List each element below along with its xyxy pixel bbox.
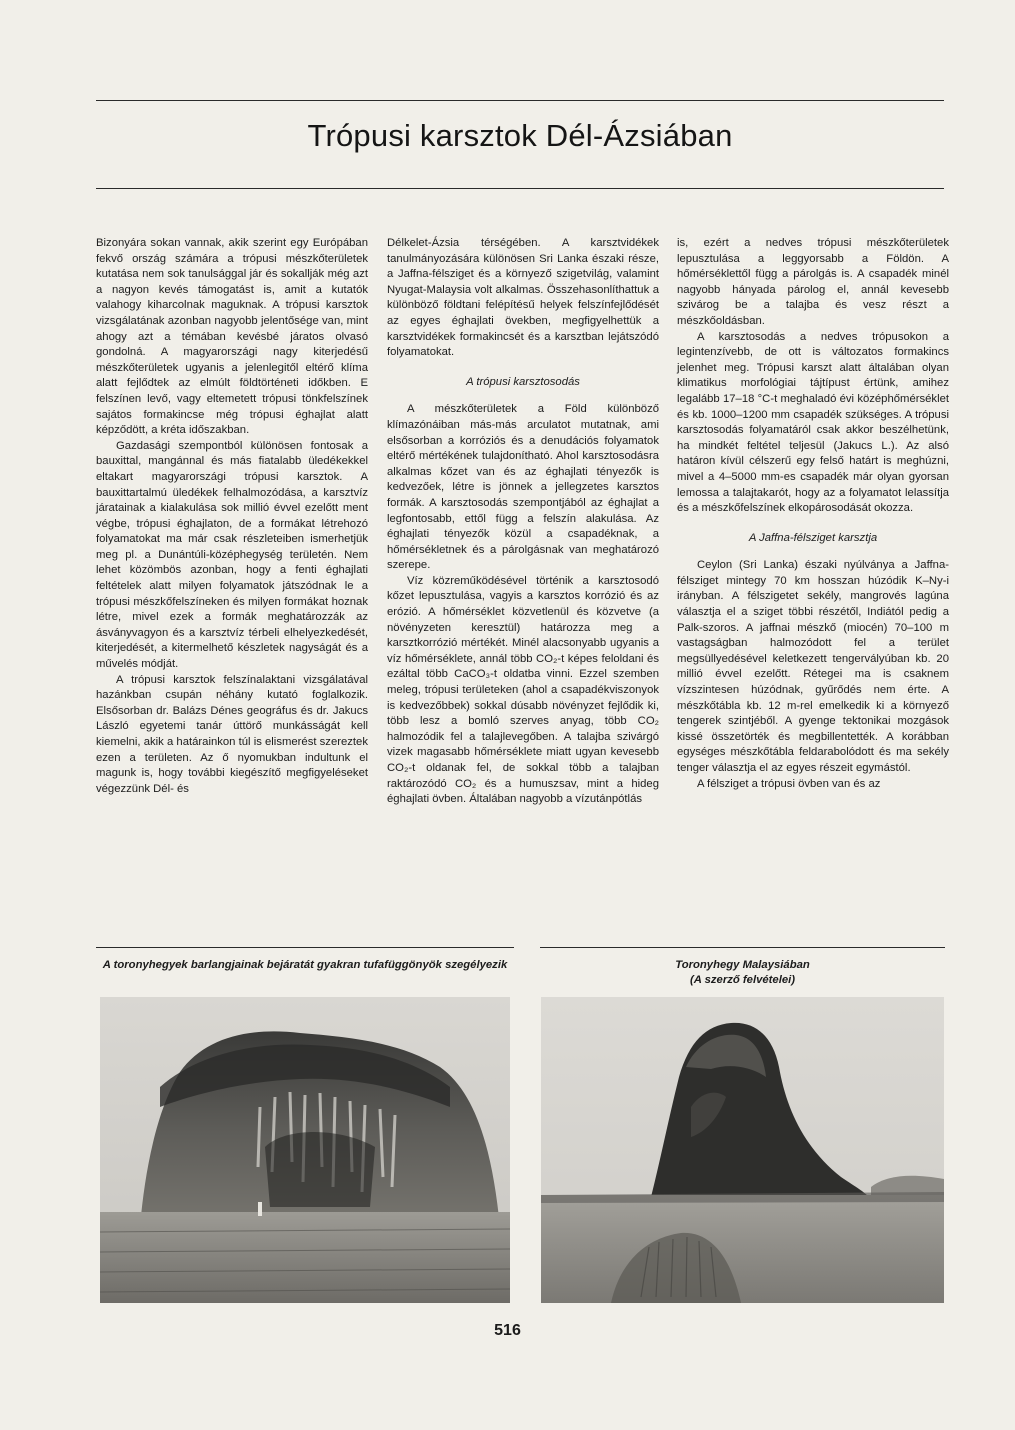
karst-cave-image [100, 997, 510, 1303]
article-title: Trópusi karsztok Dél-Ázsiában [307, 118, 733, 153]
tower-hill-image [541, 997, 944, 1303]
paragraph: A mészkőterületek a Föld különböző klímazónáiban más-más arculatot mutatnak, ami elsősorban a korróziós és a denudációs folyamatok eltérő mértékének tulajdonítható. Ahol karsztosodásra alkalmas kőzet van és az éghajlati tényezők is kedvezőek, létre is jönnek a jellegzetes karsztos formák. A karsztosodás szempontjából az éghajlat a legfontosabb, ettől függ a felszín alakulása. Az éghajlati tényezők közül a csapadéknak, a hőmérsékletnek és a párolgásnak van meghatározó szerepe. [387, 403, 659, 572]
figure-caption-2 [540, 958, 945, 988]
paragraph: A trópusi karsztok felszínalaktani vizsgálatával hazánkban csupán néhány kutató foglalkozik. Elsősorban dr. Balázs Dénes geográfus és dr. Jakucs László egyetemi tanár úttörő munkásságát kell kiemelni, akik a határainkon túl is elismerést szereztek ezen a területen. Az ő nyomukban indultunk el magunk is, hogy további kiegészítő megfigyeléseket végezzünk Dél- és [96, 673, 368, 795]
text-column-1 [96, 236, 368, 797]
caption-line: Toronyhegy Malaysiában [675, 959, 810, 971]
top-rule [96, 100, 944, 101]
paragraph: is, ezért a nedves trópusi mészkőterületek lepusztulása a leggyorsabb a Földön. A hőmérséklettől függ a párolgás is. A csapadék minél nagyobb hányada párolog el, annál kevesebb szivárog be a talajba és vesz részt a mészkőoldásban. [677, 237, 949, 327]
paragraph: Víz közreműködésével történik a karsztosodó kőzet lepusztulása, vagyis a karsztos korrózió és az erózió. A hőmérséklet közvetlenül és közvetve (a növényzeten keresztül) határozza meg a karsztkorrózió mértékét. Minél alacsonyabb ugyanis a víz hőmérséklete, annál több CO₂-t képes feloldani és ezáltal több CaCO₃-t oldatba vinni. Ezzel szemben meleg, trópusi területeken (ahol a csapadékviszonyok is kedvezőbbek) sokkal dúsabb növényzet fejlődik ki, több lesz a bomló szerves anyag, több CO₂ halmozódik fel a talajlevegőben. A talajba szivárgó vizek magasabb hőmérséklete miatt ugyan kevesebb CO₂-t oldanak fel, de sokkal több a talajban raktározódó CO₂ és a humuszsav, mint a hideg éghajlati övben. Általában nagyobb a vízutánpótlás [387, 574, 659, 806]
karst-cave-photo [100, 997, 510, 1303]
caption-rule-right [540, 947, 945, 948]
paragraph: A félsziget a trópusi övben van és az [697, 777, 881, 790]
paragraph: Gazdasági szempontból különösen fontosak a bauxittal, mangánnal és más fiatalabb üledékekkel eltakart magyarországi trópusi karsztok. A bauxittartalmú üledékek felhalmozódása, a karsztvíz járatainak a kialakulása sok millió évvel ezelőtt ment végbe, trópusi éghajlaton, de a formákat létrehozó folyamatokat ma már csak részleteiben ismerhetjük meg pl. a Dunántúli-középhegység területén. Nem lehet közömbös azonban, hogy a fenti éghajlati feltételek alatt milyen folyamatok játszódnak le a trópusi mészkőfelszíneken és milyen formákat hoznak létre, mivel ezek a formák meghatározzák az ásványvagyon és a karsztvíz térbeli elhelyezkedését, kiterjedését, a kitermelhető készletek nagyságát és a művelés módját. [96, 439, 368, 671]
text-column-2 [387, 236, 659, 808]
text-column-3 [677, 236, 949, 792]
section-heading: A trópusi karsztosodás [466, 375, 580, 388]
figure-caption-1: A toronyhegyek barlangjainak bejáratát gyakran tufafüggönyök szegélyezik [102, 959, 508, 971]
caption-line: (A szerző felvételei) [689, 974, 796, 986]
page-number: 516 [494, 1322, 521, 1339]
title-rule [96, 188, 944, 189]
paragraph: A karsztosodás a nedves trópusokon a legintenzívebb, de ott is változatos formakincs jelenhet meg. Trópusi karszt alatt általában olyan klimatikus morfológiai tájtípust értünk, amihez legalább 17–18 °C-t meghaladó évi középhőmérséklet és kb. 1000–1200 mm csapadék szükséges. A trópusi karsztosodás folyamatáról csak akkor beszélhetünk, ha mindkét feltétel teljesül (Jakucs L.). Az alsó határon kívül célszerű egy felső határt is meghúzni, mivel a 4–5000 mm-es csapadék már olyan gyorsan lemossa a talajtakarót, hogy az a folyamatot lelassítja és a mészkőfelszínek elkopárosodását okozza. [677, 330, 949, 515]
paragraph: Bizonyára sokan vannak, akik szerint egy Európában fekvő ország számára a trópusi mészkőterületek kutatása nem sok tanulsággal jár és sokallják még azt a nagyon kevés támogatást is, amit a kutatók valahogy kiharcolnak maguknak. A trópusi karsztok vizsgálatának azonban nagyobb jelentősége van, mint ahogy azt a témában kevésbé járatos olvasó gondolná. A magyarországi nagy kiterjedésű mészkőterületek ugyanis a jelenlegitől eltérő klíma alatt fejlődtek az elmúlt földtörténeti időkben. E felszínen levő, vagy eltemetett trópusi tönkfelszínek sajátos formakincse még trópusi éghajlat alatt képződött, a kréta időszakban. [96, 237, 368, 437]
paragraph: Délkelet-Ázsia térségében. A karsztvidékek tanulmányozására különösen Sri Lanka északi része, a Jaffna-félsziget és a környező szigetvilág, valamint Nyugat-Malaysia volt alkalmas. Összehasonlíthattuk a különböző földtani felépítésű helyek felszínfejlődését az egyes éghajlati övekben, megfigyelhettük a karsztvidékek formakincsét és a karsztban lejátszódó folyamatokat. [387, 237, 659, 359]
caption-rule-left [96, 947, 514, 948]
paragraph: Ceylon (Sri Lanka) északi nyúlványa a Jaffna-félsziget mintegy 70 km hosszan húzódik K–Ny-i irányban. A félszigetet sekély, mangrovés lagúna választja el a sziget többi részétől, Indiától pedig a Palk-szoros. A jaffnai mészkő (miocén) 70–100 m vastagságban halmozódott fel a terület megsüllyedésével keletkezett tengervályúban kb. 20 millió évvel ezelőtt. Rétegei ma is csaknem vízszintesen húzódnak, gyűrődés nem érte. A mészkőtábla kb. 12 m-rel emelkedik ki a környező tengerek szintjéből. A gyenge tektonikai mozgások kissé összetörték és megbillentették. A korábban egységes mészkőtábla feldarabolódott és ma sekély tenger választja el az egyes részeit egymástól. [677, 559, 949, 774]
section-heading: A Jaffna-félsziget karsztja [748, 531, 878, 544]
tower-hill-photo [541, 997, 944, 1303]
